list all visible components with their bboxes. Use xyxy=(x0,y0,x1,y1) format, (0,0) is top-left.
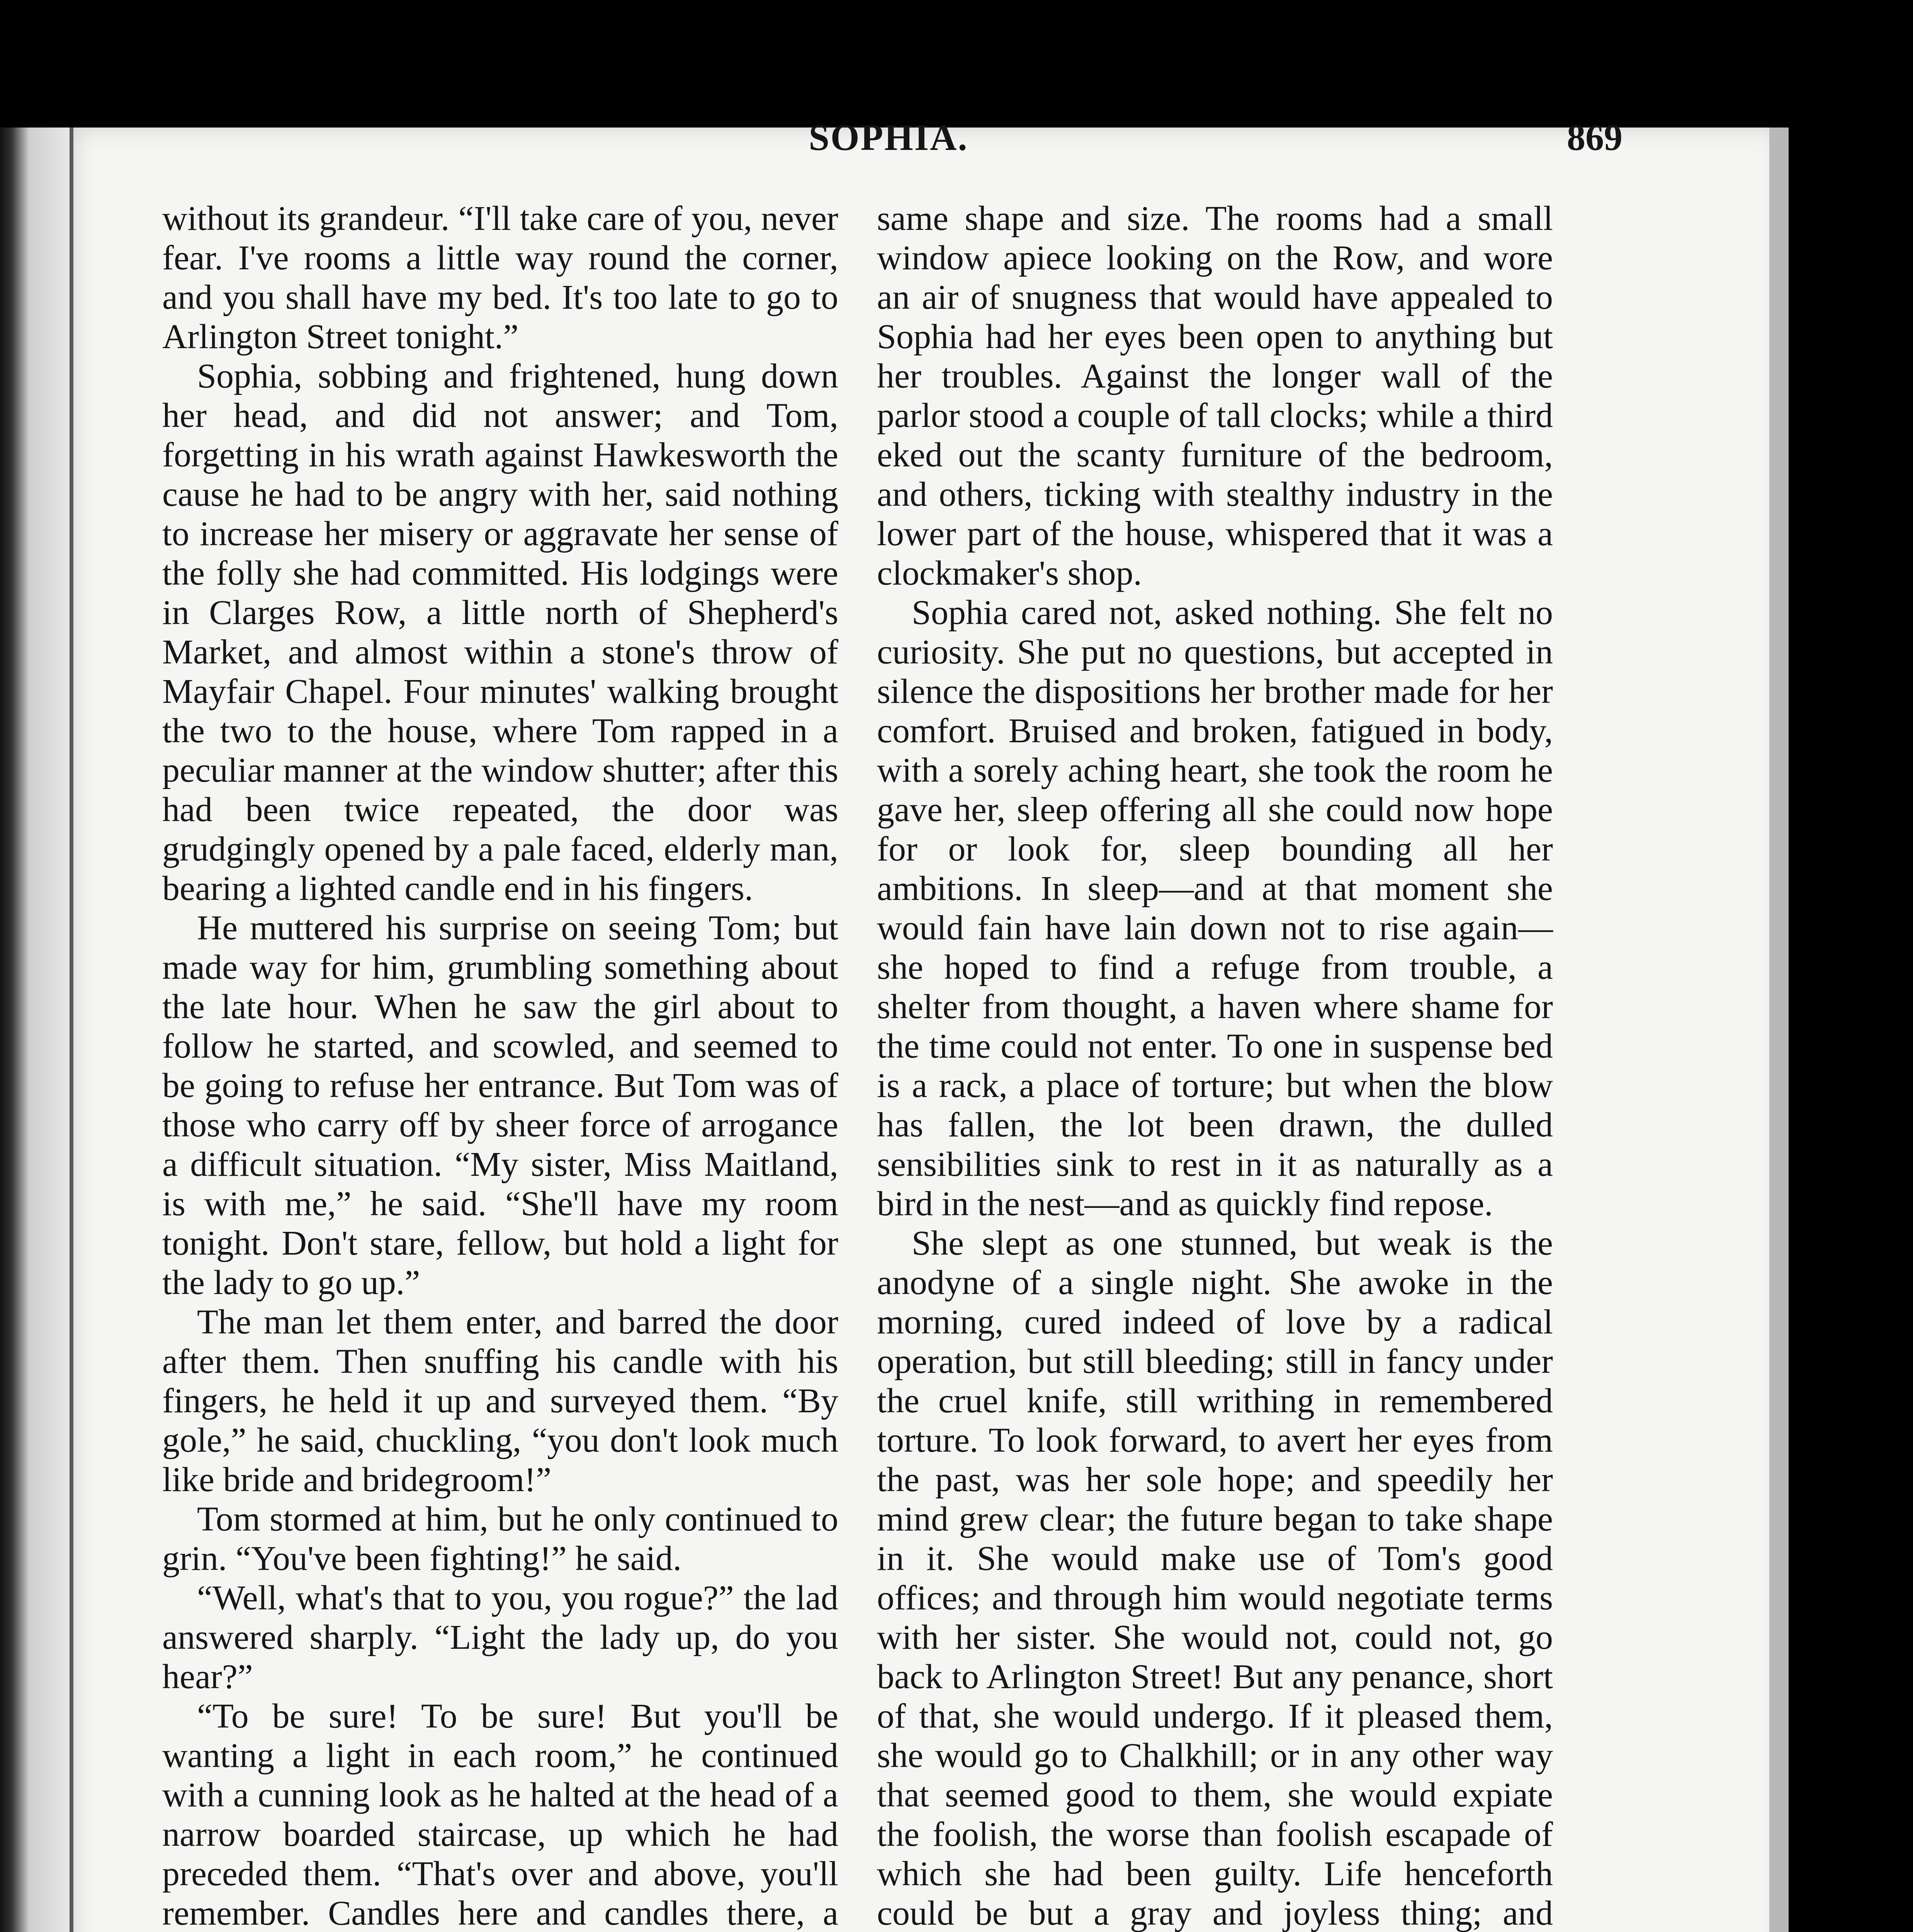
paragraph: same shape and size. The rooms had a small window apiece looking on the Row, and wore an air of snugness that would have appealed to Sophia had her eyes been open to anything but her troubles. Against the longer wall of the parlor stood a couple of tall clocks; while a third eked out the scanty furniture of the bedroom, and others, ticking with stealthy industry in the lower part of the house, whispered that it was a clockmaker's shop. xyxy=(877,199,1553,592)
page-edge xyxy=(1769,128,1789,1932)
paragraph: Sophia cared not, asked nothing. She felt no curiosity. She put no questions, but accepted in silence the dispositions her brother made for her comfort. Bruised and broken, fatigued in body, with a sorely aching heart, she took the room he gave her, sleep offering all she could now hope for or look for, sleep bounding all her ambitions. In sleep—and at that moment she would fain have lain down not to rise again—she hoped to find a refuge from trouble, a shelter from thought, a haven where shame for the time could not enter. To one in suspense bed is a rack, a place of torture; but when the blow has fallen, the lot been drawn, the dulled sensibilities sink to rest in it as naturally as a bird in the nest—and as quickly find repose. xyxy=(877,594,1553,1223)
paragraph: She slept as one stunned, but weak is the anodyne of a single night. She awoke in the morning, cured indeed of love by a radical operation, but still bleeding; still in fancy under the cruel knife, still writhing in remembered torture. To look forward, to avert her eyes from the past, was her sole hope; and speedily her mind grew clear; the future began to take shape in it. She would make use of Tom's good offices; and through him would negotiate terms with her sister. She would not, could not, go back to Arlington Street! But any penance, short of that, she would undergo. If it pleased them, she would go to Chalkhill; or in any other way that seemed good to them, she would expiate the foolish, the worse than foolish escapade of which she had been guilty. Life henceforth could be but a gray and joyless thing; and xyxy=(877,1224,1553,1932)
paragraph: Tom stormed at him, but he only continued to grin. “You've been fighting!” he said. xyxy=(162,1500,838,1578)
page-header xyxy=(155,116,1622,166)
paragraph: Sophia, sobbing and frightened, hung down her head, and did not answer; and Tom, forgetting in his wrath against Hawkesworth the cause he had to be angry with her, said nothing to increase her misery or aggravate her sense of the folly she had committed. His lodgings were in Clarges Row, a little north of Shepherd's Market, and almost within a stone's throw of Mayfair Chapel. Four minutes' walking brought the two to the house, where Tom rapped in a peculiar manner at the window shutter; after this had been twice repeated, the door was grudgingly opened by a pale faced, elderly man, bearing a lighted candle end in his fingers. xyxy=(162,357,838,908)
left-text-column xyxy=(162,199,838,1932)
paragraph: “Well, what's that to you, you rogue?” the lad answered sharply. “Light the lady up, do you hear?” xyxy=(162,1579,838,1696)
paragraph: He muttered his surprise on seeing Tom; but made way for him, grumbling something about the late hour. When he saw the girl about to follow he started, and scowled, and seemed to be going to refuse her entrance. But Tom was of those who carry off by sheer force of arrogance a difficult situation. “My sister, Miss Maitland, is with me,” he said. “She'll have my room tonight. Don't stare, fellow, but hold a light for the lady to go up.” xyxy=(162,909,838,1302)
paragraph: “To be sure! To be sure! But you'll be wanting a light in each room,” he continued with a cunning look as he halted at the head of a narrow boarded staircase, up which he had preceded them. “That's over and above, you'll remember. Candles here and candles there, a xyxy=(162,1697,838,1932)
page-number: 869 xyxy=(1567,117,1622,158)
right-text-column xyxy=(877,199,1553,1932)
paragraph: without its grandeur. “I'll take care of you, never fear. I've rooms a little way round the corner, and you shall have my bed. It's too late to go to Arlington Street tonight.” xyxy=(162,199,838,356)
running-title: SOPHIA. xyxy=(809,117,968,158)
paragraph: The man let them enter, and barred the door after them. Then snuffing his candle with his fingers, he held it up and surveyed them. “By gole,” he said, chuckling, “you don't look much like bride and bridegroom!” xyxy=(162,1303,838,1499)
